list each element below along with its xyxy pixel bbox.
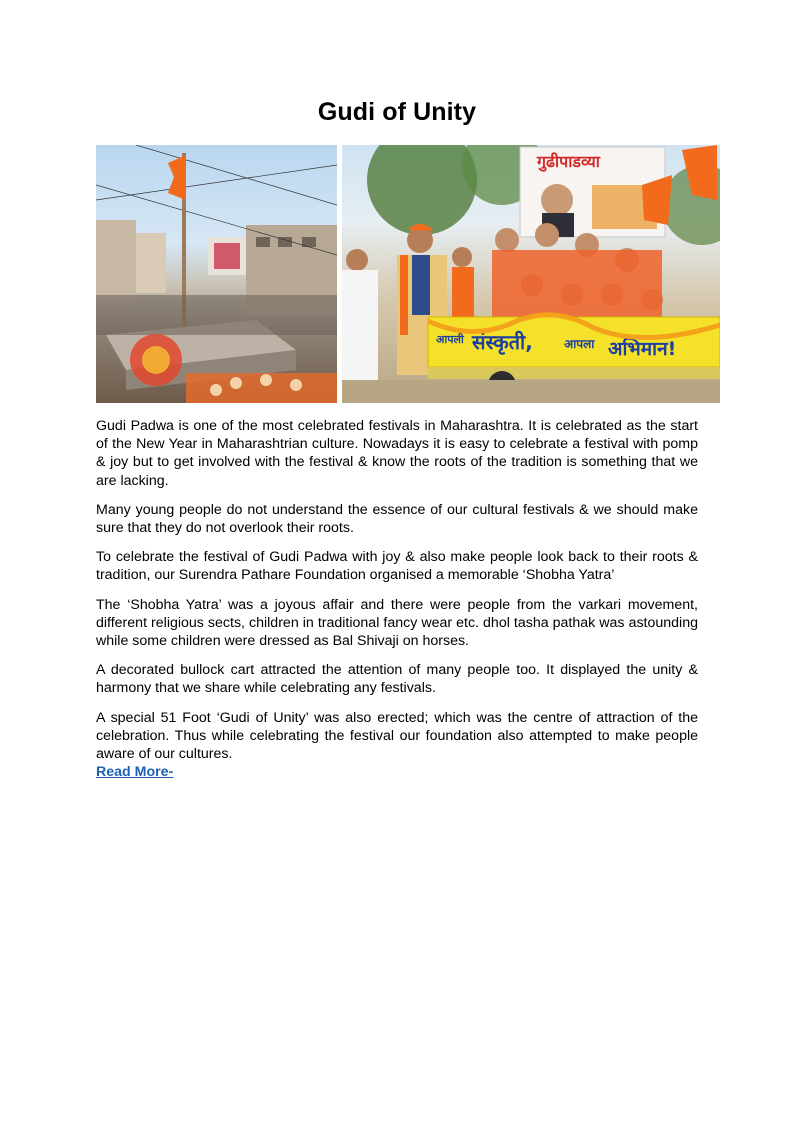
photo-icon (342, 145, 720, 403)
photo-icon (96, 145, 337, 403)
poster-text: गुढीपाडव्या (537, 152, 600, 171)
paragraph-foundation: To celebrate the festival of Gudi Padwa with joy & also make people look back to their roots & tradition, our Surendra Pathare Foundation organised a memorable ‘Shobha Yatra’ (96, 549, 698, 584)
banner-mid-text: संस्कृती, (472, 330, 533, 354)
paragraph-bullock-cart: A decorated bullock cart attracted the attention of many people too. It displayed the unity & harmony that we share while celebrating any festivals. (96, 662, 698, 697)
page-title: Gudi of Unity (317, 98, 477, 126)
banner-mid2-text: आपला (564, 337, 595, 351)
article-body (96, 417, 698, 781)
gudi-pole-photo (96, 145, 337, 403)
banner-right-text: अभिमान! (608, 338, 677, 360)
paragraph-gudi-of-unity: A special 51 Foot ‘Gudi of Unity’ was also erected; which was the centre of attraction of the celebration. Thus while celebrating the festival our foundation also attempted to make people aware of our cultures. (96, 709, 698, 763)
shobha-yatra-photo (342, 145, 720, 403)
banner-left-text: आपली (436, 333, 464, 346)
paragraph-intro: Gudi Padwa is one of the most celebrated festivals in Maharashtra. It is celebrated as the start of the New Year in Maharashtrian culture. Nowadays it is easy to celebrate a festival with pomp & joy but to get involved with the festival & know the roots of the tradition is something that we are lacking. (96, 418, 698, 489)
paragraph-shobha-yatra: The ‘Shobha Yatra’ was a joyous affair and there were people from the varkari movement, different religious sects, children in traditional fancy wear etc. dhol tasha pathak was astounding while some children were dressed as Bal Shivaji on horses. (96, 596, 698, 650)
paragraph-young-people: Many young people do not understand the essence of our cultural festivals & we should make sure that they do not overlook their roots. (96, 501, 698, 537)
photo-collage (96, 145, 720, 403)
read-more-link[interactable]: Read More- (96, 764, 174, 781)
